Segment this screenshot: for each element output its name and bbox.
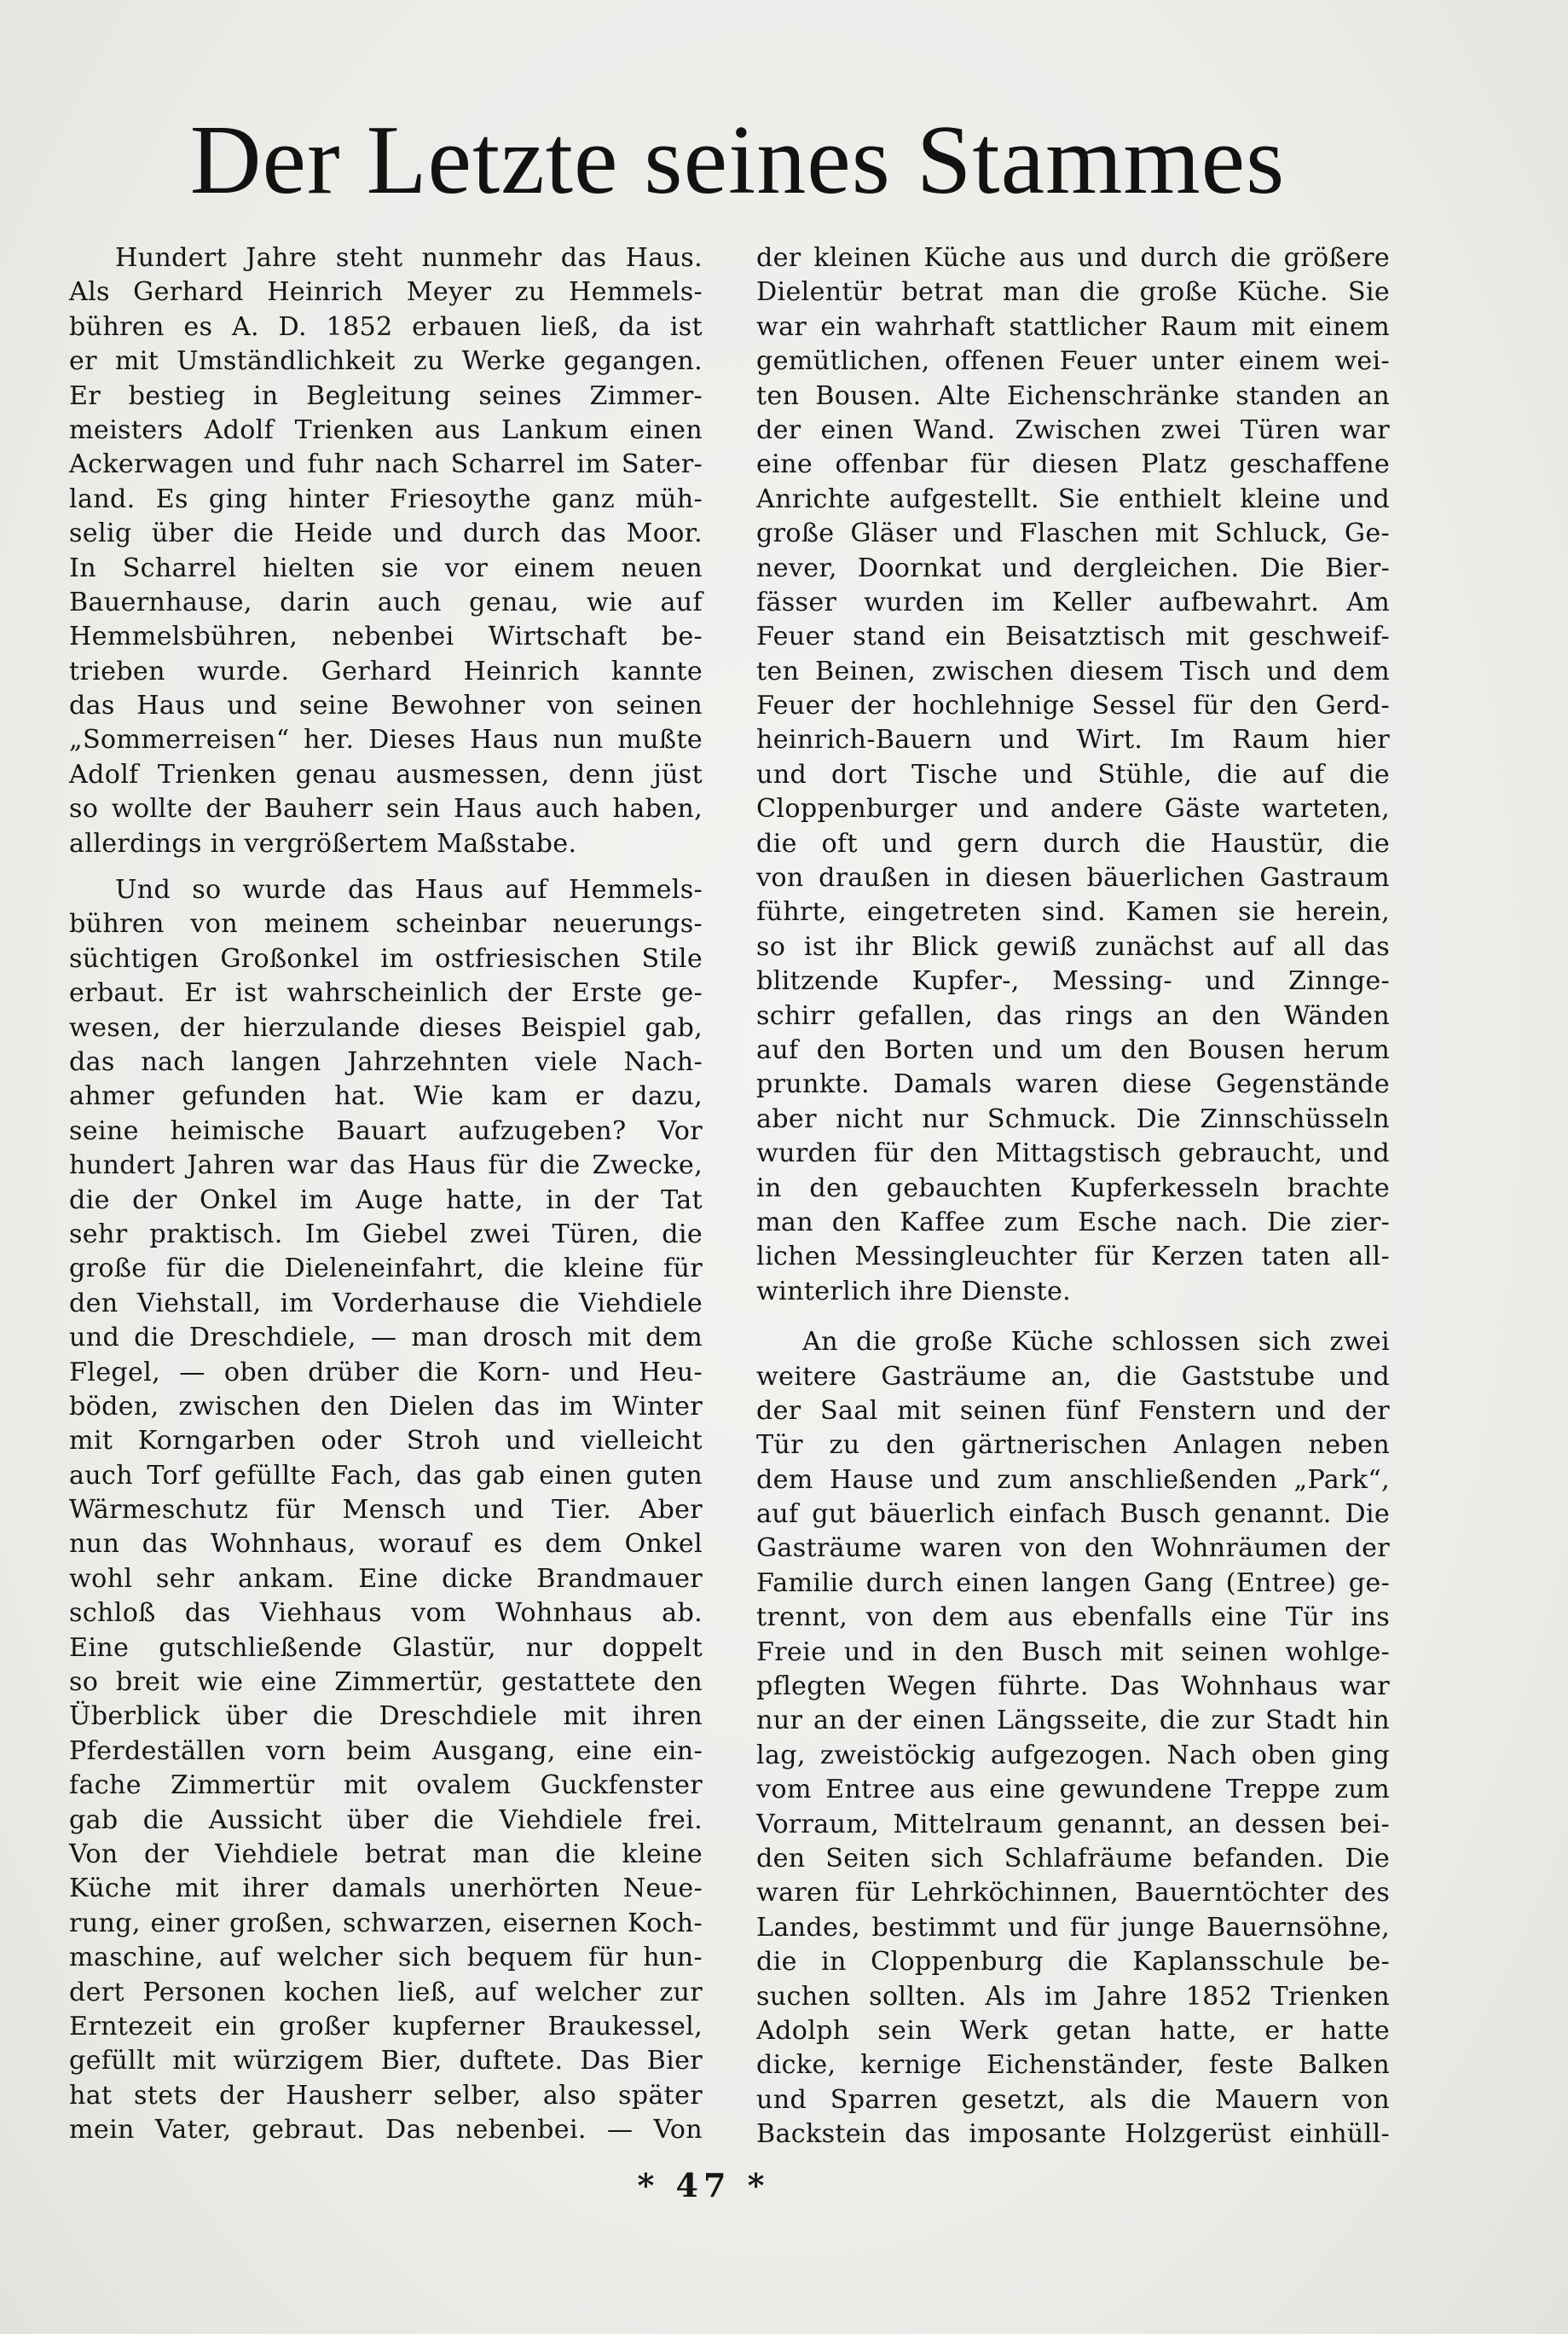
text-line: Erntezeit ein großer kupferner Braukessel, — [69, 2011, 703, 2042]
text-line: wesen, der hierzulande dieses Beispiel gab, — [69, 1012, 703, 1043]
text-line: Hemmelsbühren, nebenbei Wirtschaft be- — [69, 622, 703, 652]
text-line: land. Es ging hinter Friesoythe ganz müh- — [69, 484, 703, 514]
text-line: mein Vater, gebraut. Das nebenbei. — Von — [69, 2115, 703, 2146]
text-line: dert Personen kochen ließ, auf welcher zur — [69, 1977, 703, 2007]
text-line: wohl sehr ankam. Eine dicke Brandmauer — [69, 1563, 703, 1594]
text-line: lichen Messingleuchter für Kerzen taten all- — [756, 1242, 1390, 1272]
article-title: Der Letzte seines Stammes — [189, 106, 1286, 215]
paragraph — [69, 873, 703, 2147]
text-line: Tür zu den gärtnerischen Anlagen neben — [756, 1430, 1390, 1461]
paragraph — [69, 241, 703, 861]
text-line: der einen Wand. Zwischen zwei Türen war — [756, 414, 1390, 445]
text-line: Ackerwagen und fuhr nach Scharrel im Sater- — [69, 449, 703, 480]
text-line: Küche mit ihrer damals unerhörten Neue- — [69, 1874, 703, 1904]
text-line: suchen sollten. Als im Jahre 1852 Trienken — [756, 1981, 1390, 2012]
text-line: Feuer der hochlehnige Sessel für den Gerd- — [756, 691, 1390, 721]
text-line: und die Dreschdiele, — man drosch mit dem — [69, 1323, 703, 1353]
text-line: die in Cloppenburg die Kaplansschule be- — [756, 1947, 1390, 1978]
text-line: Adolf Trienken genau ausmessen, denn jüst — [69, 759, 703, 790]
text-line: Familie durch einen langen Gang (Entree) ge- — [756, 1567, 1390, 1598]
text-line: prunkte. Damals waren diese Gegenstände — [756, 1069, 1390, 1100]
text-line: Überblick über die Dreschdiele mit ihren — [69, 1701, 703, 1732]
text-line: ahmer gefunden hat. Wie kam er dazu, — [69, 1081, 703, 1112]
text-line: der Saal mit seinen fünf Fenstern und der — [756, 1395, 1390, 1426]
text-line: Wärmeschutz für Mensch und Tier. Aber — [69, 1495, 703, 1526]
text-line: Er bestieg in Begleitung seines Zimmer- — [69, 380, 703, 411]
text-column-left — [69, 241, 703, 2147]
text-line: Pferdeställen vorn beim Ausgang, eine ein- — [69, 1735, 703, 1766]
text-line: Landes, bestimmt und für junge Bauernsöhne, — [756, 1912, 1390, 1943]
text-line: schloß das Viehhaus vom Wohnhaus ab. — [69, 1598, 703, 1629]
page-number: * 47 * — [637, 2166, 770, 2204]
text-line: In Scharrel hielten sie vor einem neuen — [69, 553, 703, 583]
text-line: Hundert Jahre steht nunmehr das Haus. — [115, 243, 703, 273]
text-line: Feuer stand ein Beisatztisch mit geschweif- — [756, 622, 1390, 652]
text-line: maschine, auf welcher sich bequem für hun- — [69, 1943, 703, 1973]
text-line: Anrichte aufgestellt. Sie enthielt kleine und — [756, 484, 1390, 514]
text-line: große Gläser und Flaschen mit Schluck, Ge- — [756, 518, 1390, 549]
text-line: man den Kaffee zum Esche nach. Die zier- — [756, 1207, 1390, 1237]
text-line: blitzende Kupfer-, Messing- und Zinnge- — [756, 966, 1390, 997]
text-line: Eine gutschließende Glastür, nur doppelt — [69, 1632, 703, 1663]
text-line: Und so wurde das Haus auf Hemmels- — [115, 875, 703, 906]
text-line: pflegten Wegen führte. Das Wohnhaus war — [756, 1671, 1390, 1702]
paragraph — [756, 241, 1390, 1309]
text-line: vom Entree aus eine gewundene Treppe zum — [756, 1775, 1390, 1805]
text-line: weitere Gasträume an, die Gaststube und — [756, 1361, 1390, 1392]
text-line: allerdings in vergrößertem Maßstabe. — [69, 828, 577, 859]
text-line: heinrich-Bauern und Wirt. Im Raum hier — [756, 725, 1390, 756]
text-line: gemütlichen, offenen Feuer unter einem wei- — [756, 346, 1390, 377]
text-line: gefüllt mit würzigem Bier, duftete. Das Bier — [69, 2046, 703, 2076]
text-line: Dielentür betrat man die große Küche. Sie — [756, 277, 1390, 308]
text-line: in den gebauchten Kupferkesseln brachte — [756, 1173, 1390, 1203]
text-line: mit Korngarben oder Stroh und vielleicht — [69, 1426, 703, 1457]
text-line: auch Torf gefüllte Fach, das gab einen guten — [69, 1460, 703, 1491]
text-line: auf den Borten und um den Bousen herum — [756, 1034, 1390, 1065]
text-line: die der Onkel im Auge hatte, in der Tat — [69, 1184, 703, 1215]
text-line: winterlich ihre Dienste. — [756, 1276, 1072, 1306]
text-line: wurden für den Mittagstisch gebraucht, und — [756, 1138, 1390, 1169]
text-line: das nach langen Jahrzehnten viele Nach- — [69, 1046, 703, 1077]
text-line: nur an der einen Längsseite, die zur Stadt hin — [756, 1706, 1390, 1736]
text-line: er mit Umständlichkeit zu Werke gegangen. — [69, 346, 703, 377]
text-line: „Sommerreisen“ her. Dieses Haus nun mußte — [69, 725, 703, 756]
text-line: dem Hause und zum anschließenden „Park“, — [756, 1464, 1390, 1495]
text-line: süchtigen Großonkel im ostfriesischen Stile — [69, 943, 703, 974]
text-line: aber nicht nur Schmuck. Die Zinnschüsseln — [756, 1103, 1390, 1134]
text-line: und Sparren gesetzt, als die Mauern von — [756, 2084, 1390, 2115]
text-line: so breit wie eine Zimmertür, gestattete den — [69, 1667, 703, 1698]
text-line: den Seiten sich Schlafräume befanden. Die — [756, 1843, 1390, 1874]
text-line: seine heimische Bauart aufzugeben? Vor — [69, 1115, 703, 1146]
text-line: und dort Tische und Stühle, die auf die — [756, 759, 1390, 790]
text-line: hundert Jahren war das Haus für die Zwecke, — [69, 1150, 703, 1181]
text-line: bühren von meinem scheinbar neuerungs- — [69, 909, 703, 940]
text-line: der kleinen Küche aus und durch die größere — [756, 243, 1390, 273]
text-line: Cloppenburger und andere Gäste warteten, — [756, 794, 1390, 825]
text-line: gab die Aussicht über die Viehdiele frei. — [69, 1804, 703, 1835]
text-line: die oft und gern durch die Haustür, die — [756, 828, 1390, 859]
text-line: trieben wurde. Gerhard Heinrich kannte — [69, 656, 703, 686]
text-line: dicke, kernige Eichenständer, feste Balken — [756, 2050, 1390, 2081]
text-line: auf gut bäuerlich einfach Busch genannt. Die — [756, 1499, 1390, 1530]
paragraph — [756, 1325, 1390, 2152]
text-line: den Viehstall, im Vorderhause die Viehdiele — [69, 1288, 703, 1318]
text-line: Backstein das imposante Holzgerüst einhüll- — [756, 2119, 1390, 2150]
text-line: fässer wurden im Keller aufbewahrt. Am — [756, 587, 1390, 617]
text-line: lag, zweistöckig aufgezogen. Nach oben ging — [756, 1740, 1390, 1770]
text-line: Von der Viehdiele betrat man die kleine — [69, 1839, 703, 1869]
text-line: schirr gefallen, das rings an den Wänden — [756, 1000, 1390, 1031]
text-line: sehr praktisch. Im Giebel zwei Türen, die — [69, 1219, 703, 1249]
text-line: Freie und in den Busch mit seinen wohlge- — [756, 1636, 1390, 1667]
text-line: Vorraum, Mittelraum genannt, an dessen bei- — [756, 1809, 1390, 1839]
text-line: rung, einer großen, schwarzen, eisernen Koch- — [69, 1908, 703, 1938]
text-line: Als Gerhard Heinrich Meyer zu Hemmels- — [69, 277, 703, 308]
text-line: das Haus und seine Bewohner von seinen — [69, 691, 703, 721]
text-line: bühren es A. D. 1852 erbauen ließ, da ist — [69, 311, 703, 342]
text-line: so wollte der Bauherr sein Haus auch haben, — [69, 794, 703, 825]
text-line: An die große Küche schlossen sich zwei — [802, 1327, 1390, 1358]
text-line: so ist ihr Blick gewiß zunächst auf all das — [756, 931, 1390, 962]
text-line: eine offenbar für diesen Platz geschaffene — [756, 449, 1390, 480]
text-line: ten Beinen, zwischen diesem Tisch und dem — [756, 656, 1390, 686]
text-line: never, Doornkat und dergleichen. Die Bier- — [756, 553, 1390, 583]
text-line: erbaut. Er ist wahrscheinlich der Erste ge- — [69, 978, 703, 1009]
text-line: selig über die Heide und durch das Moor. — [69, 518, 703, 549]
text-line: meisters Adolf Trienken aus Lankum einen — [69, 414, 703, 445]
text-line: Flegel, — oben drüber die Korn- und Heu- — [69, 1357, 703, 1387]
text-line: trennt, von dem aus ebenfalls eine Tür ins — [756, 1602, 1390, 1633]
text-line: Bauernhause, darin auch genau, wie auf — [69, 587, 703, 617]
text-line: war ein wahrhaft stattlicher Raum mit einem — [756, 311, 1390, 342]
text-line: hat stets der Hausherr selber, also später — [69, 2080, 703, 2111]
text-line: von draußen in diesen bäuerlichen Gastraum — [756, 863, 1390, 894]
text-line: fache Zimmertür mit ovalem Guckfenster — [69, 1770, 703, 1801]
text-line: Gasträume waren von den Wohnräumen der — [756, 1533, 1390, 1564]
text-column-right — [756, 241, 1390, 2152]
text-line: Adolph sein Werk getan hatte, er hatte — [756, 2015, 1390, 2046]
text-line: böden, zwischen den Dielen das im Winter — [69, 1391, 703, 1422]
text-line: waren für Lehrköchinnen, Bauerntöchter des — [756, 1878, 1390, 1908]
text-line: nun das Wohnhaus, worauf es dem Onkel — [69, 1529, 703, 1560]
text-line: ten Bousen. Alte Eichenschränke standen an — [756, 380, 1390, 411]
text-line: große für die Dieleneinfahrt, die kleine für — [69, 1254, 703, 1284]
text-line: führte, eingetreten sind. Kamen sie herein, — [756, 897, 1390, 928]
